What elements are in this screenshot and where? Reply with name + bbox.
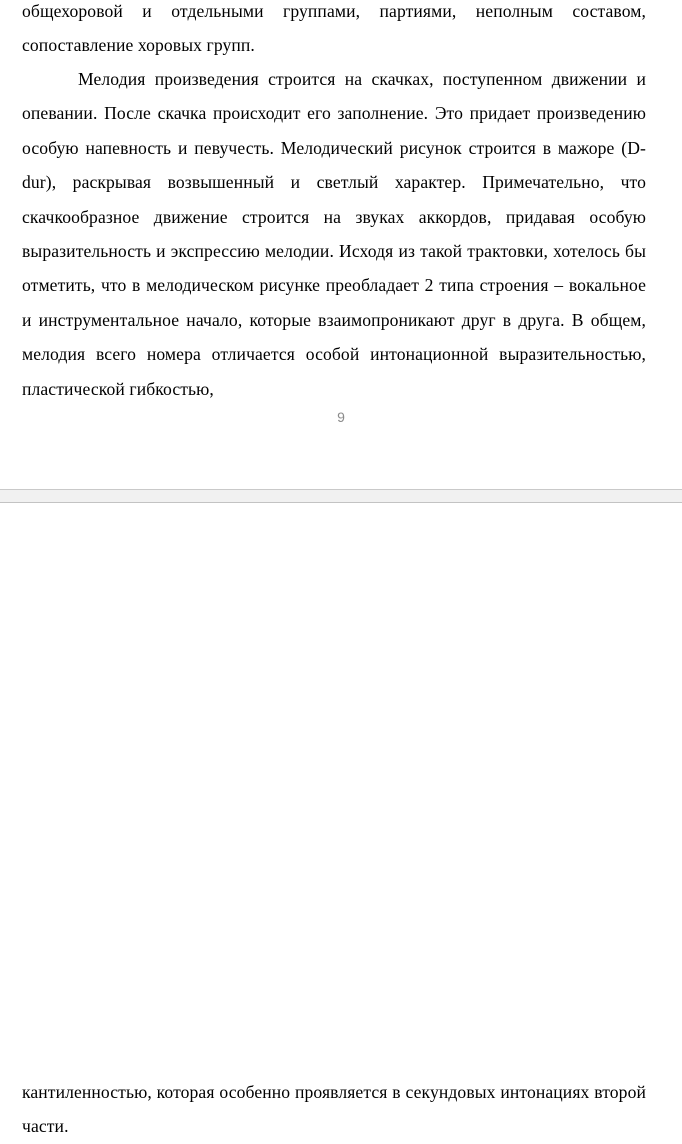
paragraph-melody-block	[22, 62, 646, 406]
paragraph-continuation-block	[22, 0, 646, 63]
document-page-10	[0, 503, 682, 1137]
page-number-footer: 9	[337, 409, 345, 425]
paragraph-continuation-next: кантиленностью, которая особенно проявляется в секундовых интонациях второй части.	[22, 1082, 646, 1137]
page-separator	[0, 489, 682, 503]
document-page-9	[0, 0, 682, 489]
paragraph-continuation: общехоровой и отдельными группами, партиями, неполным составом, сопоставление хоровых групп.	[22, 1, 646, 56]
paragraph-melody: Мелодия произведения строится на скачках, поступенном движении и опевании. После скачка происходит его заполнение. Это придает произведению особую напевность и певучесть. Мелодический рисунок строится в мажоре (D-dur), раскрывая возвышенный и светлый характер. Примечательно, что скачкообразное движение строится на звуках аккордов, придавая особую выразительность и экспрессию мелодии. Исходя из такой трактовки, хотелось бы отметить, что в мелодическом рисунке преобладает 2 типа строения – вокальное и инструментальное начало, которые взаимопроникают друг в друга. В общем, мелодия всего номера отличается особой интонационной выразительностью, пластической гибкостью,	[22, 69, 646, 399]
paragraph-continuation-next-block	[22, 1075, 646, 1144]
